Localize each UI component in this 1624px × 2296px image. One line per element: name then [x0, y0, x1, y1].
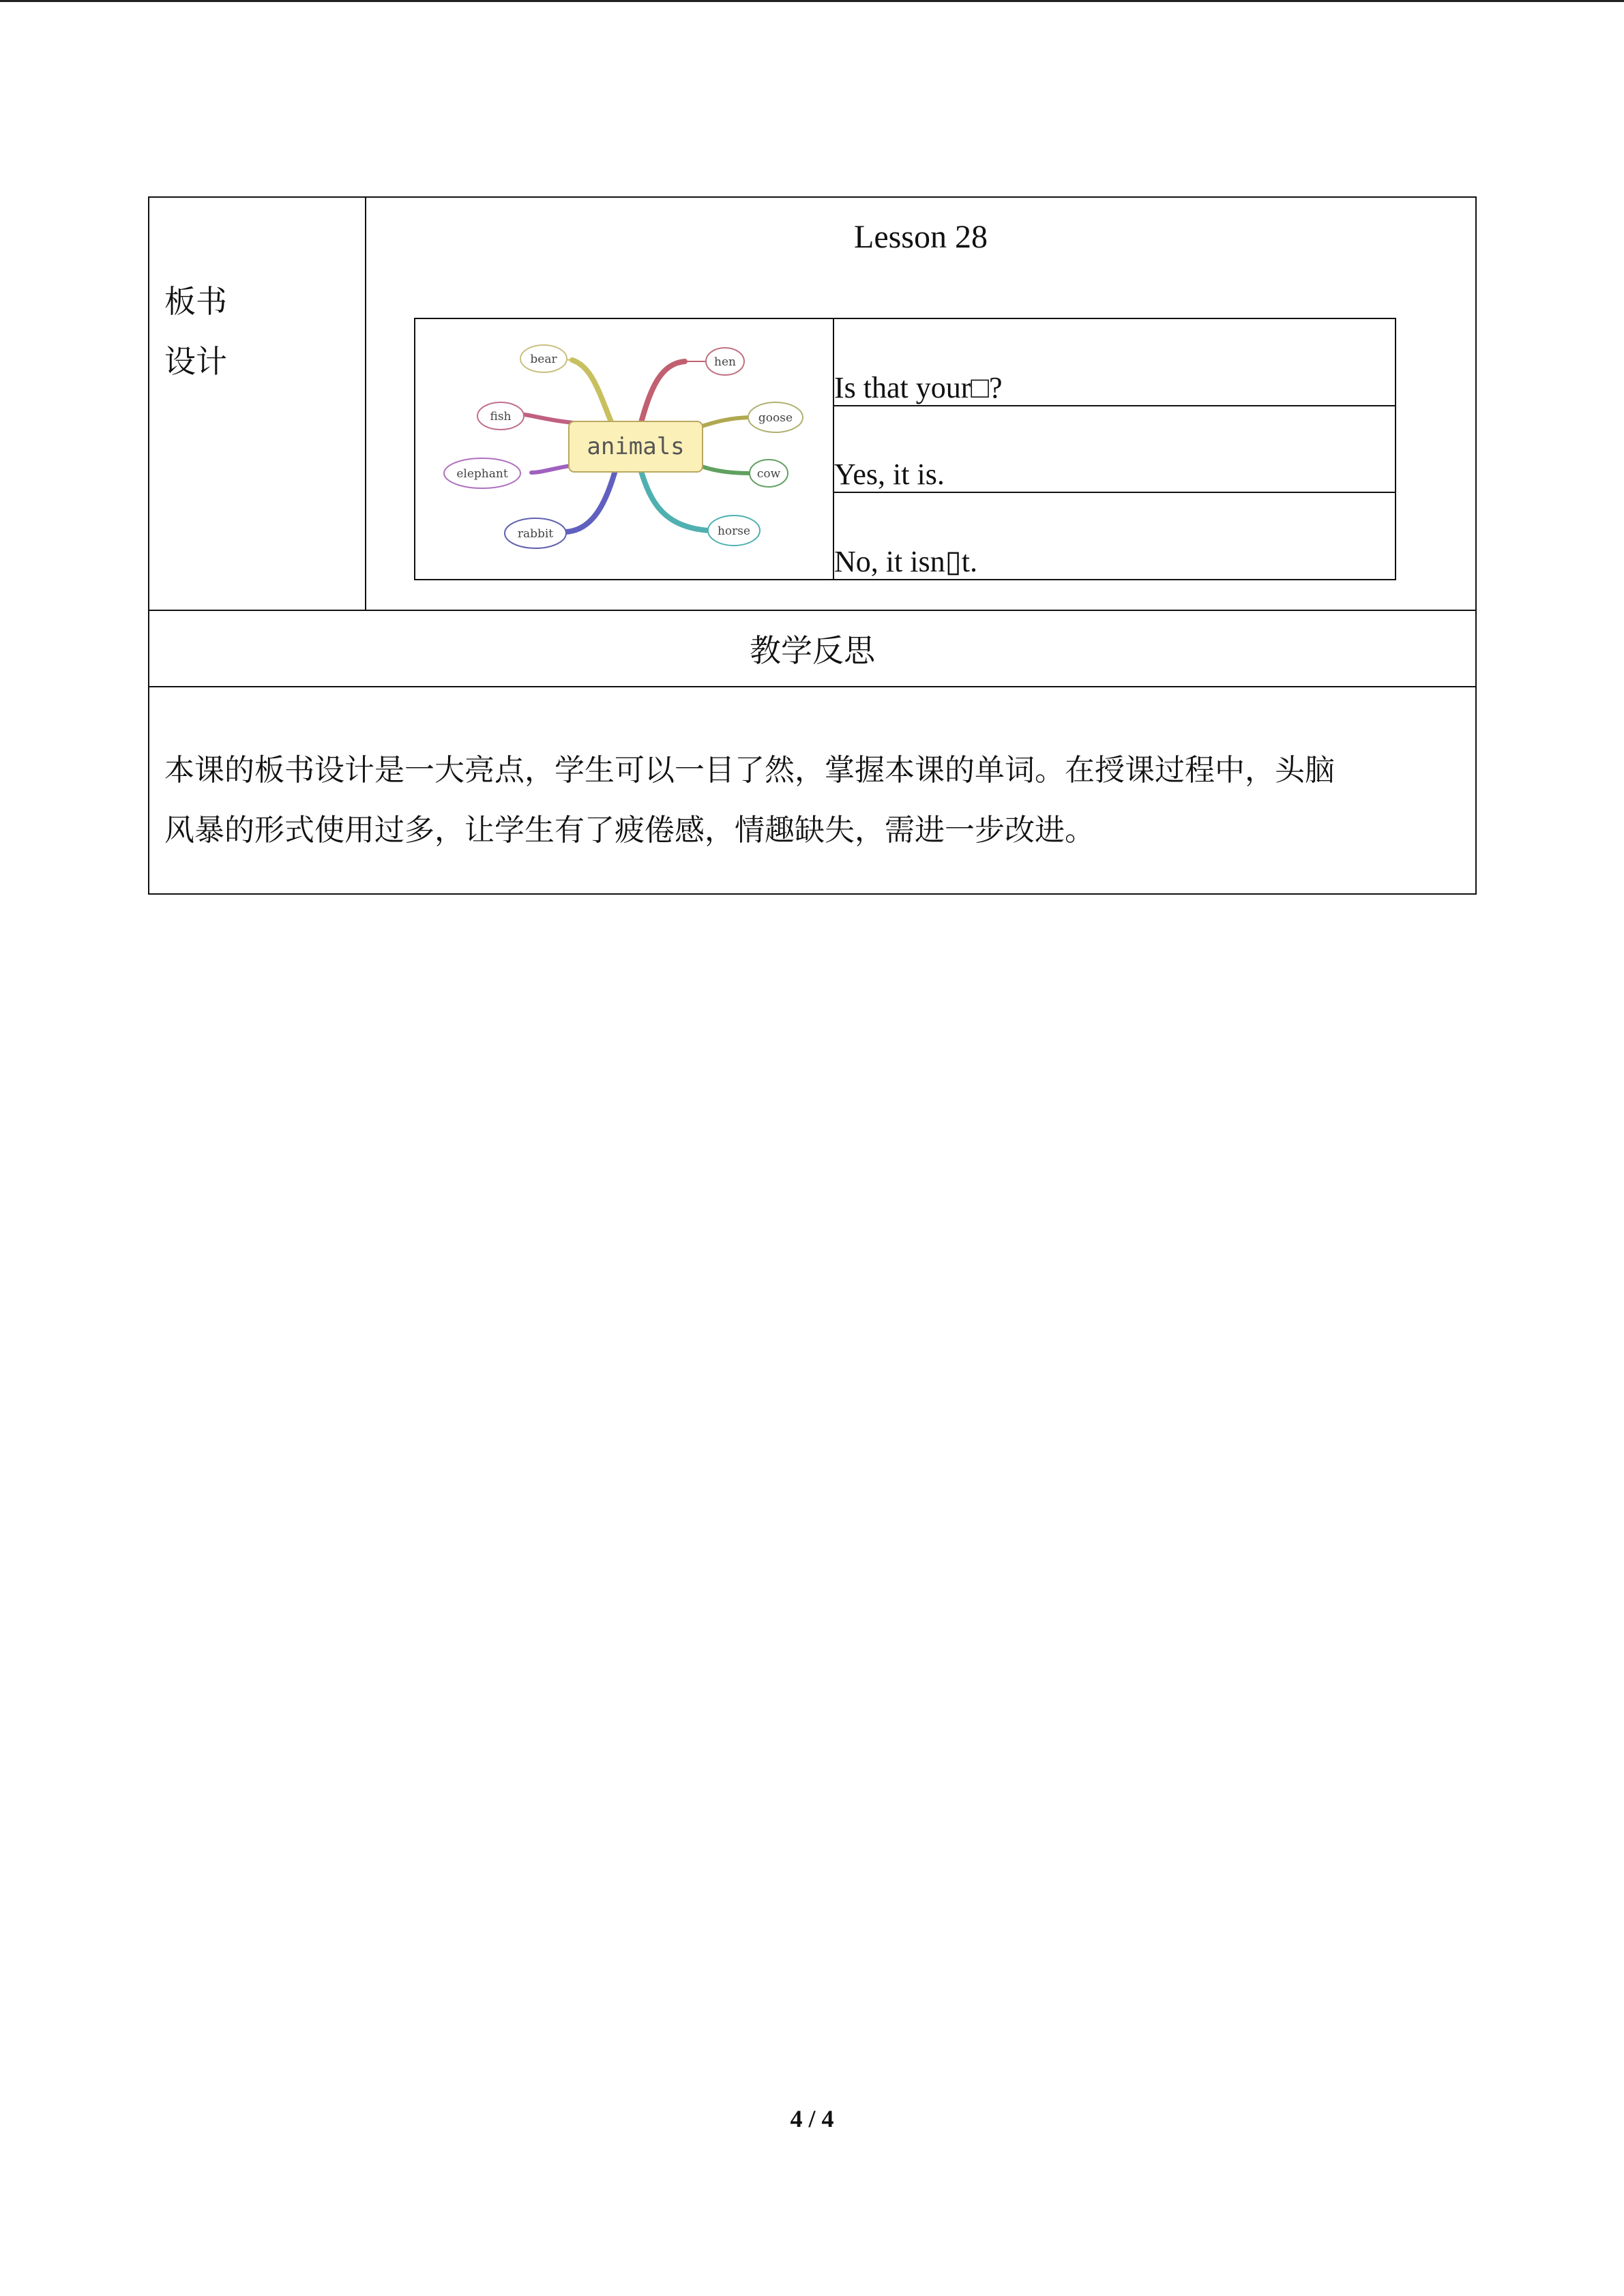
board-design-content-cell	[366, 197, 1476, 610]
animals-mindmap	[415, 319, 831, 576]
mindmap-cell	[415, 318, 833, 580]
board-design-label-cell	[149, 197, 366, 610]
lesson-title: Lesson 28	[854, 219, 988, 255]
board-design-label-line2: 设计	[164, 343, 227, 380]
page-number: 4 / 4	[790, 2105, 834, 2132]
sentence-cell-3	[833, 492, 1396, 580]
sentence-no: No, it isn▯t.	[834, 545, 978, 578]
sentence-cell-1	[833, 318, 1396, 406]
mindmap-node-rabbit-label: rabbit	[517, 527, 554, 541]
reflection-body	[149, 687, 1475, 861]
mindmap-center-label: animals	[587, 433, 685, 460]
top-border-line	[0, 0, 1624, 2]
mindmap-node-cow-label: cow	[756, 467, 781, 481]
mindmap-node-hen-label: hen	[714, 355, 736, 369]
mindmap-node-goose-label: goose	[758, 411, 793, 425]
reflection-title: 教学反思	[149, 610, 1476, 687]
board-design-inner-table	[414, 318, 1396, 580]
mindmap-node-elephant-label: elephant	[456, 467, 508, 481]
sentence-question: Is that your□?	[834, 371, 1003, 405]
lesson-plan-table	[148, 196, 1477, 895]
reflection-line-2: 风暴的形式使用过多，让学生有了疲倦感，情趣缺失，需进一步改进。	[164, 813, 1095, 848]
mindmap-node-bear-label: bear	[530, 353, 557, 366]
mindmap-node-fish-label: fish	[490, 410, 512, 423]
reflection-line-1: 本课的板书设计是一大亮点，学生可以一目了然，掌握本课的单词。在授课过程中，头脑	[164, 753, 1335, 788]
mindmap-node-horse-label: horse	[717, 524, 751, 538]
reflection-body-cell	[149, 687, 1476, 894]
board-design-label	[149, 198, 365, 391]
sentence-yes: Yes, it is.	[834, 457, 945, 491]
board-design-label-line1: 板书	[164, 283, 227, 320]
sentence-cell-2	[833, 406, 1396, 492]
